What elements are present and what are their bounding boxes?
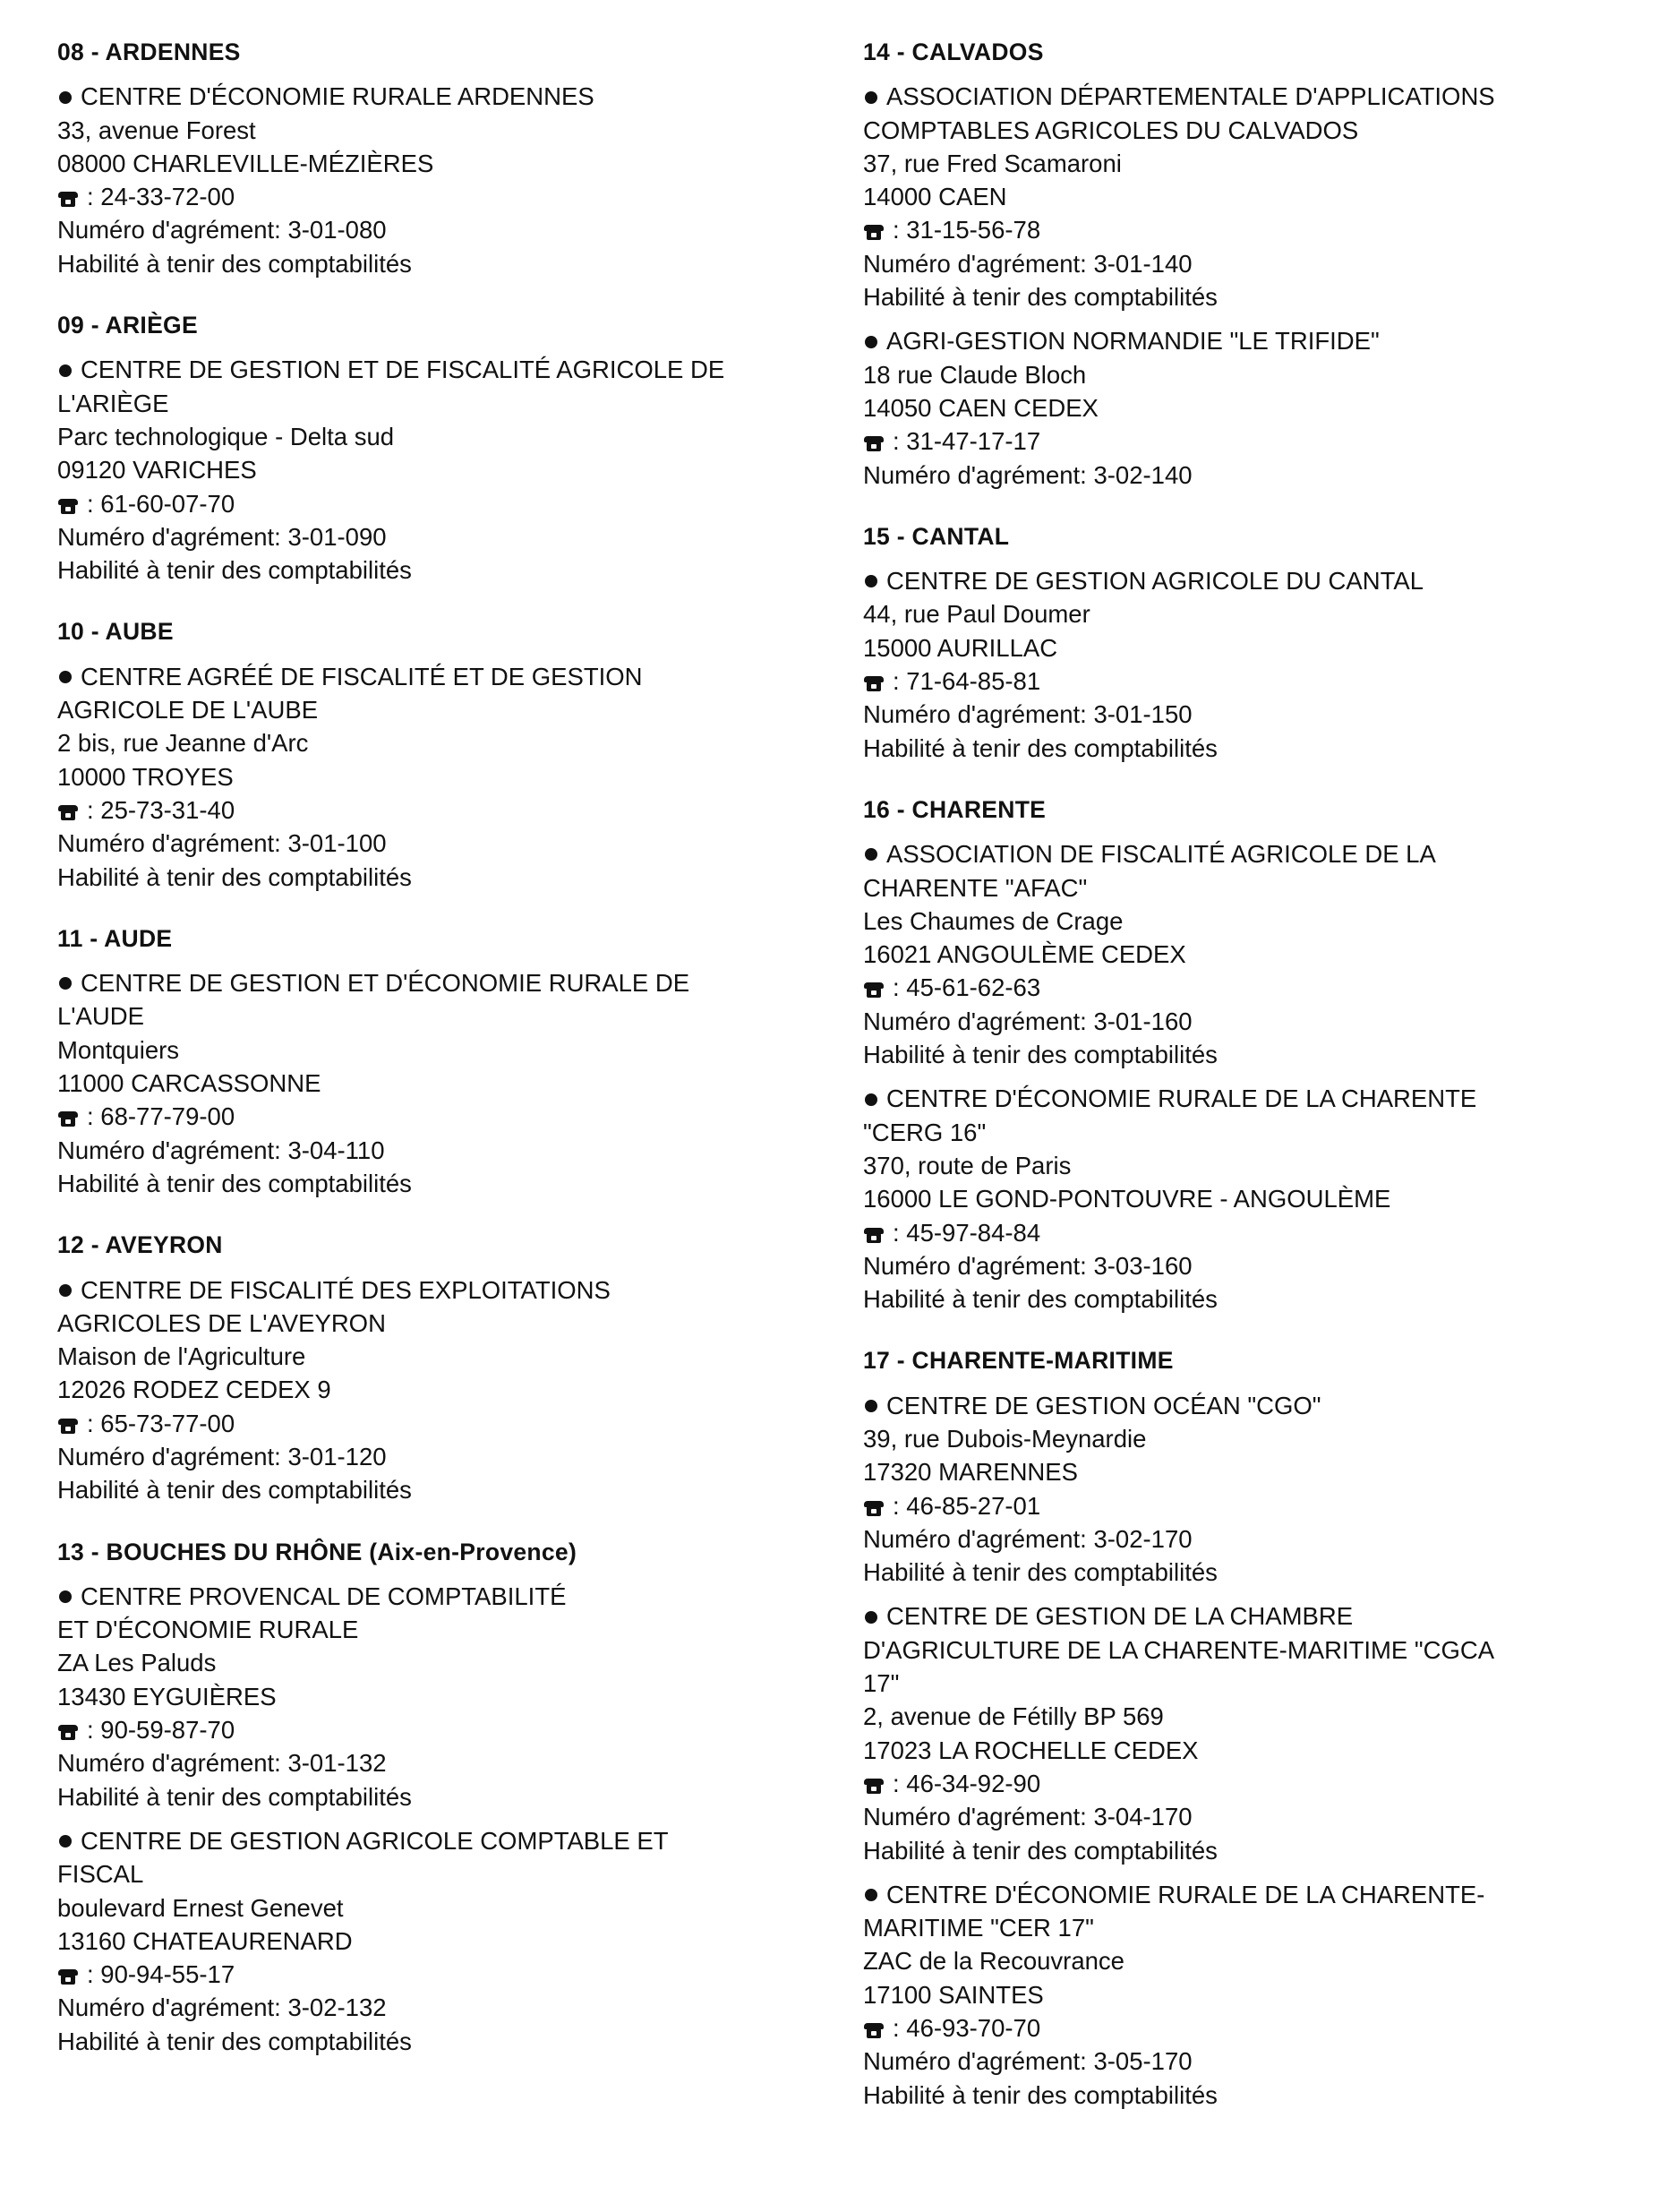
address-line: 12026 RODEZ CEDEX 9 xyxy=(57,1376,331,1404)
left-column xyxy=(57,36,827,2087)
centre-entry xyxy=(57,1273,827,1507)
habilitation-note: Habilité à tenir des comptabilités xyxy=(863,1836,1218,1865)
centre-name-line xyxy=(863,1082,1633,1115)
address-line: Montquiers xyxy=(57,1035,180,1064)
centre-entry xyxy=(863,1599,1633,1866)
centre-name-line xyxy=(57,353,827,386)
bullet-dot-icon xyxy=(865,848,877,861)
phone-number: : 46-93-70-70 xyxy=(893,2014,1041,2043)
phone-number: : 68-77-79-00 xyxy=(87,1102,235,1131)
habilitation-note: Habilité à tenir des comptabilités xyxy=(57,2027,412,2055)
agreement-number: Numéro d'agrément: 3-02-170 xyxy=(863,1524,1193,1553)
address-line: 09120 VARICHES xyxy=(57,456,257,484)
phone-number: : 45-97-84-84 xyxy=(893,1218,1041,1247)
bullet-dot-icon xyxy=(59,977,72,990)
bullet-dot-icon xyxy=(865,1611,877,1624)
phone-line xyxy=(863,664,1633,698)
centre-name-text: CHARENTE "AFAC" xyxy=(863,873,1088,902)
right-column xyxy=(863,36,1633,2140)
centre-name-text: CENTRE AGRÉÉ DE FISCALITÉ ET DE GESTION xyxy=(81,662,643,690)
centre-name-line xyxy=(57,1580,827,1613)
address-line: 44, rue Paul Doumer xyxy=(863,600,1090,629)
centre-entry xyxy=(863,837,1633,1071)
bullet-dot-icon xyxy=(865,575,877,587)
department-section xyxy=(57,922,827,1200)
bullet-dot-icon xyxy=(59,1590,72,1603)
phone-line xyxy=(57,1100,827,1133)
centre-name-text: CENTRE DE GESTION OCÉAN "CGO" xyxy=(886,1391,1321,1419)
address-line: 16021 ANGOULÈME CEDEX xyxy=(863,940,1186,969)
bullet-dot-icon xyxy=(59,91,72,104)
phone-number: : 31-15-56-78 xyxy=(893,216,1041,244)
phone-number: : 46-34-92-90 xyxy=(893,1769,1041,1797)
agreement-number: Numéro d'agrément: 3-02-140 xyxy=(863,460,1193,489)
telephone-icon xyxy=(864,225,884,240)
phone-number: : 31-47-17-17 xyxy=(893,427,1041,456)
phone-number: : 25-73-31-40 xyxy=(87,795,235,824)
telephone-icon xyxy=(58,1969,78,1985)
department-title: 08 - ARDENNES xyxy=(57,39,241,65)
bullet-dot-icon xyxy=(865,1889,877,1901)
telephone-icon xyxy=(864,1501,884,1516)
bullet-dot-icon xyxy=(59,671,72,683)
phone-line xyxy=(57,1958,827,1991)
centre-name-text: AGRICOLE DE L'AUBE xyxy=(57,696,319,724)
centre-name-text: CENTRE DE GESTION AGRICOLE DU CANTAL xyxy=(886,567,1424,596)
phone-line xyxy=(863,1216,1633,1249)
address-line: 33, avenue Forest xyxy=(57,116,256,144)
centre-entry xyxy=(57,1580,827,1813)
telephone-body xyxy=(61,1975,75,1985)
address-line: ZA Les Paluds xyxy=(57,1649,217,1677)
department-section xyxy=(863,793,1633,1316)
department-title: 12 - AVEYRON xyxy=(57,1231,223,1259)
phone-line xyxy=(863,424,1633,458)
telephone-body xyxy=(61,504,75,514)
habilitation-note: Habilité à tenir des comptabilités xyxy=(863,733,1218,762)
phone-line xyxy=(57,1713,827,1746)
centre-name-line xyxy=(863,1633,1633,1667)
address-line: 17023 LA ROCHELLE CEDEX xyxy=(863,1736,1199,1764)
centre-entry xyxy=(57,80,827,280)
centre-name-text: CENTRE PROVENCAL DE COMPTABILITÉ xyxy=(81,1582,567,1610)
bullet-dot-icon xyxy=(865,336,877,348)
bullet-dot-icon xyxy=(865,1093,877,1106)
address-line: 10000 TROYES xyxy=(57,762,234,791)
agreement-number: Numéro d'agrément: 3-05-170 xyxy=(863,2047,1193,2076)
phone-number: : 61-60-07-70 xyxy=(87,489,235,518)
centre-name-text: L'AUDE xyxy=(57,1002,144,1031)
habilitation-note: Habilité à tenir des comptabilités xyxy=(57,1476,412,1505)
centre-name-line xyxy=(863,80,1633,113)
address-line: 17320 MARENNES xyxy=(863,1458,1078,1487)
telephone-body xyxy=(867,442,881,451)
centre-name-text: 17" xyxy=(863,1669,900,1698)
telephone-icon xyxy=(864,1228,884,1243)
centre-name-line xyxy=(863,1116,1633,1149)
department-section xyxy=(57,1536,827,2058)
department-section xyxy=(863,36,1633,492)
phone-number: : 45-61-62-63 xyxy=(893,973,1041,1002)
department-title: 10 - AUBE xyxy=(57,618,174,646)
centre-name-text: FISCAL xyxy=(57,1860,144,1889)
phone-number: : 46-85-27-01 xyxy=(893,1491,1041,1520)
address-line: 08000 CHARLEVILLE-MÉZIÈRES xyxy=(57,149,434,177)
centre-name-text: COMPTABLES AGRICOLES DU CALVADOS xyxy=(863,116,1359,144)
department-section xyxy=(57,615,827,893)
agreement-number: Numéro d'agrément: 3-03-160 xyxy=(863,1251,1193,1280)
centre-name-line xyxy=(57,1857,827,1890)
centre-entry xyxy=(863,564,1633,765)
department-title: 13 - BOUCHES DU RHÔNE (Aix-en-Provence) xyxy=(57,1538,577,1565)
department-section xyxy=(57,309,827,587)
phone-line xyxy=(863,1767,1633,1800)
habilitation-note: Habilité à tenir des comptabilités xyxy=(57,556,412,585)
phone-line xyxy=(863,2011,1633,2045)
centre-name-line xyxy=(57,999,827,1033)
habilitation-note: Habilité à tenir des comptabilités xyxy=(57,862,412,891)
centre-name-line xyxy=(57,966,827,999)
centre-name-text: AGRICOLES DE L'AVEYRON xyxy=(57,1308,386,1337)
telephone-icon xyxy=(58,1725,78,1740)
centre-name-line xyxy=(863,837,1633,870)
phone-number: : 90-59-87-70 xyxy=(87,1716,235,1745)
centre-name-line xyxy=(863,1878,1633,1911)
agreement-number: Numéro d'agrément: 3-02-132 xyxy=(57,1993,387,2022)
phone-number: : 90-94-55-17 xyxy=(87,1960,235,1989)
phone-number: : 24-33-72-00 xyxy=(87,183,235,211)
telephone-body xyxy=(61,1730,75,1740)
centre-entry xyxy=(57,353,827,587)
phone-line xyxy=(57,487,827,520)
centre-name-text: ET D'ÉCONOMIE RURALE xyxy=(57,1616,359,1644)
department-title: 17 - CHARENTE-MARITIME xyxy=(863,1347,1174,1375)
department-title: 14 - CALVADOS xyxy=(863,39,1044,65)
telephone-icon xyxy=(58,192,78,207)
centre-entry xyxy=(863,1878,1633,2112)
centre-name-line xyxy=(57,1273,827,1307)
centre-name-text: D'AGRICULTURE DE LA CHARENTE-MARITIME "CGCA xyxy=(863,1635,1495,1664)
telephone-body xyxy=(867,682,881,691)
telephone-body xyxy=(867,2028,881,2038)
centre-name-text: CENTRE DE GESTION ET D'ÉCONOMIE RURALE DE xyxy=(81,969,690,998)
agreement-number: Numéro d'agrément: 3-01-160 xyxy=(863,1007,1193,1035)
address-line: boulevard Ernest Genevet xyxy=(57,1893,344,1922)
centre-name-line xyxy=(57,1613,827,1646)
address-line: 13430 EYGUIÈRES xyxy=(57,1682,277,1710)
telephone-body xyxy=(61,1117,75,1127)
centre-name-text: CENTRE D'ÉCONOMIE RURALE DE LA CHARENTE xyxy=(886,1085,1477,1113)
centre-name-line xyxy=(57,1307,827,1340)
agreement-number: Numéro d'agrément: 3-01-140 xyxy=(863,249,1193,278)
telephone-body xyxy=(867,1506,881,1516)
address-line: 15000 AURILLAC xyxy=(863,633,1058,662)
centre-name-text: CENTRE D'ÉCONOMIE RURALE DE LA CHARENTE- xyxy=(886,1880,1485,1908)
habilitation-note: Habilité à tenir des comptabilités xyxy=(863,2080,1218,2109)
department-section xyxy=(863,1344,1633,2112)
agreement-number: Numéro d'agrément: 3-01-132 xyxy=(57,1749,387,1778)
address-line: 11000 CARCASSONNE xyxy=(57,1069,321,1098)
centre-entry xyxy=(863,80,1633,313)
centre-name-line xyxy=(863,114,1633,147)
telephone-body xyxy=(61,197,75,207)
centre-name-line xyxy=(863,1599,1633,1633)
telephone-body xyxy=(61,1424,75,1434)
department-section xyxy=(57,1229,827,1506)
telephone-body xyxy=(867,1784,881,1794)
telephone-icon xyxy=(864,2023,884,2038)
telephone-icon xyxy=(58,805,78,820)
centre-name-line xyxy=(57,693,827,726)
address-line: 37, rue Fred Scamaroni xyxy=(863,149,1122,177)
centre-name-line xyxy=(863,1911,1633,1944)
agreement-number: Numéro d'agrément: 3-04-110 xyxy=(57,1136,385,1164)
centre-name-line xyxy=(57,387,827,420)
habilitation-note: Habilité à tenir des comptabilités xyxy=(863,283,1218,312)
habilitation-note: Habilité à tenir des comptabilités xyxy=(863,1041,1218,1069)
telephone-body xyxy=(867,1233,881,1243)
centre-name-line xyxy=(57,80,827,113)
centre-name-text: CENTRE DE GESTION DE LA CHAMBRE xyxy=(886,1602,1354,1631)
centre-name-line xyxy=(863,871,1633,905)
telephone-icon xyxy=(864,676,884,691)
centre-entry xyxy=(57,660,827,894)
bullet-dot-icon xyxy=(59,1284,72,1297)
centre-name-text: MARITIME "CER 17" xyxy=(863,1914,1094,1942)
bullet-dot-icon xyxy=(865,1400,877,1412)
phone-line xyxy=(57,180,827,213)
centre-name-text: L'ARIÈGE xyxy=(57,389,169,417)
centre-entry xyxy=(863,1389,1633,1590)
department-title: 09 - ARIÈGE xyxy=(57,312,198,339)
centre-name-line xyxy=(57,660,827,693)
phone-number: : 65-73-77-00 xyxy=(87,1409,235,1437)
address-line: 39, rue Dubois-Meynardie xyxy=(863,1424,1147,1453)
phone-line xyxy=(863,1489,1633,1522)
telephone-body xyxy=(867,230,881,240)
address-line: Maison de l'Agriculture xyxy=(57,1342,306,1371)
centre-name-text: ASSOCIATION DÉPARTEMENTALE D'APPLICATIONS xyxy=(886,82,1495,111)
habilitation-note: Habilité à tenir des comptabilités xyxy=(57,249,412,278)
agreement-number: Numéro d'agrément: 3-01-100 xyxy=(57,829,387,858)
habilitation-note: Habilité à tenir des comptabilités xyxy=(863,1285,1218,1314)
telephone-icon xyxy=(58,499,78,514)
agreement-number: Numéro d'agrément: 3-01-150 xyxy=(863,700,1193,729)
centre-entry xyxy=(863,324,1633,491)
telephone-body xyxy=(867,988,881,998)
centre-name-text: "CERG 16" xyxy=(863,1118,987,1146)
department-section xyxy=(57,36,827,280)
phone-line xyxy=(57,1407,827,1440)
address-line: 13160 CHATEAURENARD xyxy=(57,1926,353,1955)
address-line: 14050 CAEN CEDEX xyxy=(863,393,1099,422)
address-line: Parc technologique - Delta sud xyxy=(57,422,395,450)
telephone-icon xyxy=(58,1419,78,1434)
telephone-icon xyxy=(58,1111,78,1127)
habilitation-note: Habilité à tenir des comptabilités xyxy=(57,1169,412,1197)
address-line: 14000 CAEN xyxy=(863,183,1007,211)
department-title: 15 - CANTAL xyxy=(863,522,1010,550)
agreement-number: Numéro d'agrément: 3-01-120 xyxy=(57,1442,387,1470)
department-section xyxy=(863,520,1633,765)
habilitation-note: Habilité à tenir des comptabilités xyxy=(57,1782,412,1811)
bullet-dot-icon xyxy=(59,1835,72,1848)
address-line: 16000 LE GOND-PONTOUVRE - ANGOULÈME xyxy=(863,1185,1391,1213)
centre-name-line xyxy=(863,564,1633,597)
centre-name-line xyxy=(863,324,1633,357)
telephone-icon xyxy=(864,436,884,451)
address-line: 18 rue Claude Bloch xyxy=(863,360,1087,389)
department-title: 16 - CHARENTE xyxy=(863,795,1047,823)
centre-name-text: CENTRE DE GESTION ET DE FISCALITÉ AGRICOLE DE xyxy=(81,356,725,384)
agreement-number: Numéro d'agrément: 3-01-080 xyxy=(57,216,387,244)
phone-line xyxy=(863,971,1633,1004)
department-title: 11 - AUDE xyxy=(57,924,173,952)
address-line: ZAC de la Recouvrance xyxy=(863,1947,1124,1976)
habilitation-note: Habilité à tenir des comptabilités xyxy=(863,1558,1218,1587)
address-line: 2 bis, rue Jeanne d'Arc xyxy=(57,729,309,758)
agreement-number: Numéro d'agrément: 3-01-090 xyxy=(57,522,387,551)
bullet-dot-icon xyxy=(59,364,72,377)
centre-name-text: ASSOCIATION DE FISCALITÉ AGRICOLE DE LA xyxy=(886,840,1436,869)
address-line: 17100 SAINTES xyxy=(863,1980,1044,2009)
centre-name-line xyxy=(863,1667,1633,1700)
telephone-icon xyxy=(864,982,884,998)
phone-number: : 71-64-85-81 xyxy=(893,667,1041,696)
telephone-body xyxy=(61,810,75,820)
centre-name-text: CENTRE DE FISCALITÉ DES EXPLOITATIONS xyxy=(81,1275,611,1304)
centre-name-text: AGRI-GESTION NORMANDIE "LE TRIFIDE" xyxy=(886,327,1380,356)
telephone-icon xyxy=(864,1779,884,1794)
centre-entry xyxy=(863,1082,1633,1316)
centre-name-text: CENTRE D'ÉCONOMIE RURALE ARDENNES xyxy=(81,82,594,111)
address-line: Les Chaumes de Crage xyxy=(863,906,1124,935)
address-line: 2, avenue de Fétilly BP 569 xyxy=(863,1702,1164,1731)
centre-entry xyxy=(57,966,827,1200)
bullet-dot-icon xyxy=(865,91,877,104)
phone-line xyxy=(863,213,1633,246)
agreement-number: Numéro d'agrément: 3-04-170 xyxy=(863,1803,1193,1831)
phone-line xyxy=(57,793,827,827)
centre-entry xyxy=(57,1824,827,2058)
centre-name-line xyxy=(57,1824,827,1857)
centre-name-line xyxy=(863,1389,1633,1422)
centre-name-text: CENTRE DE GESTION AGRICOLE COMPTABLE ET xyxy=(81,1826,669,1855)
address-line: 370, route de Paris xyxy=(863,1151,1072,1179)
